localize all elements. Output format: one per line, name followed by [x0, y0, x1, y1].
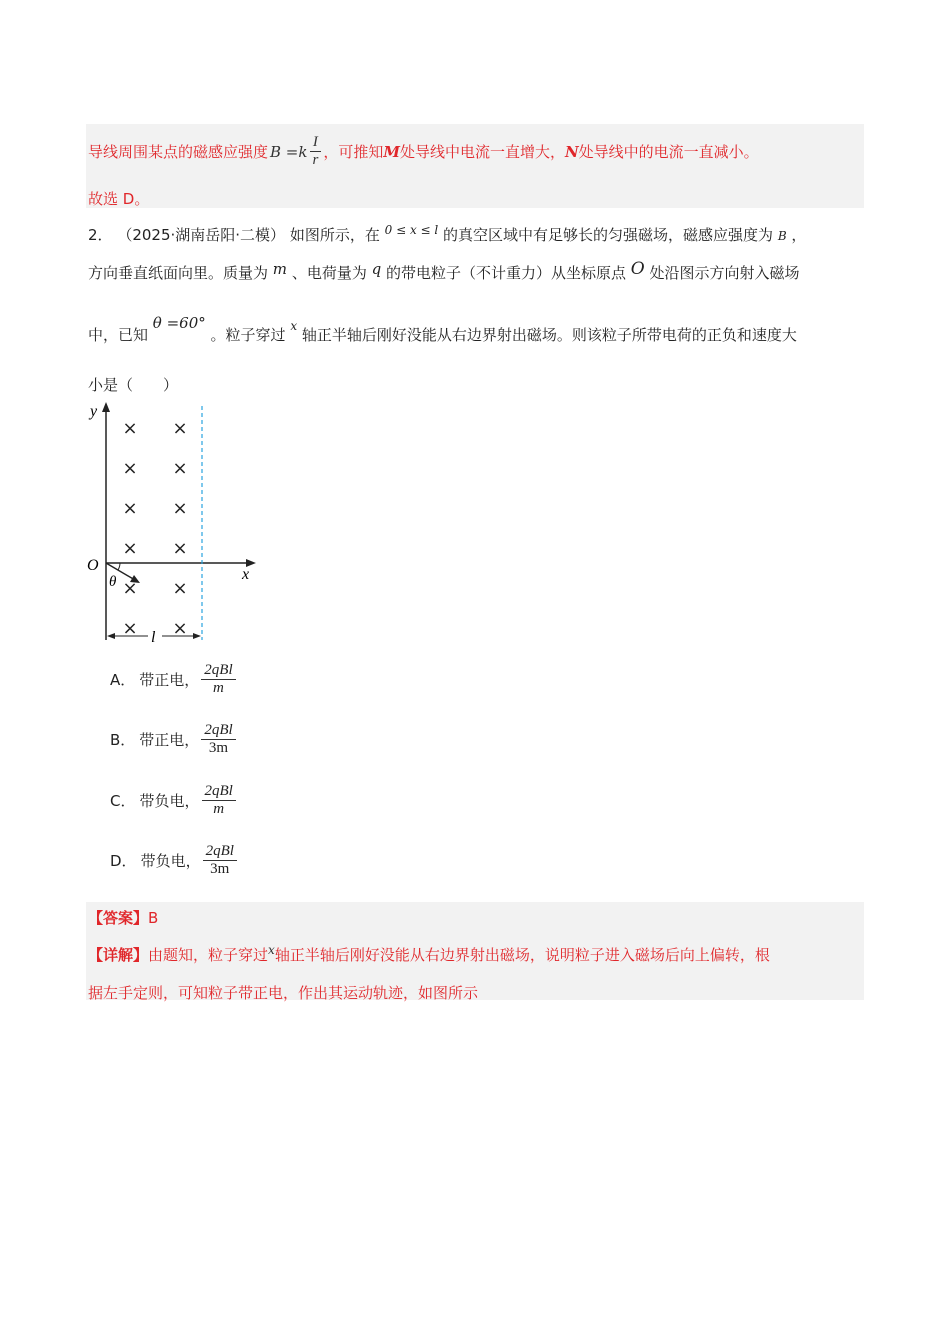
magnetic-field-figure: [80, 398, 270, 648]
question-source: （2025·湖南岳阳·二模）: [117, 226, 286, 244]
field-cross: ×: [172, 578, 188, 599]
width-marker-arrow-right: [193, 633, 201, 639]
width-marker-arrow-left: [107, 633, 115, 639]
y-axis-arrow: [102, 402, 110, 412]
field-cross: ×: [122, 418, 138, 439]
question-line-1: 2． （2025·湖南岳阳·二模） 如图所示，在 $^{0 \le x \le l}$ 的真空区域中有足够长的匀强磁场，磁感应强度为 B ，: [88, 223, 807, 244]
detail-line-2: 据左手定则，可知粒子带正电，作出其运动轨迹，如图所示: [88, 984, 479, 1002]
width-label: l: [151, 629, 156, 646]
field-cross: ×: [122, 498, 138, 519]
x-axis-label: x: [242, 566, 250, 583]
field-crosses: [122, 418, 187, 639]
y-axis-label: y: [90, 403, 98, 420]
field-cross: ×: [122, 578, 138, 599]
origin-label: O: [87, 557, 99, 574]
field-cross: ×: [172, 498, 188, 519]
field-cross: ×: [122, 458, 138, 479]
field-cross: ×: [122, 538, 138, 559]
field-cross: ×: [172, 618, 188, 639]
option-a[interactable]: A． 带正电， $\frac{\text{2qBl}}{m}$: [110, 662, 238, 698]
answer-tag: 【答案】: [88, 909, 149, 927]
question-number: 2．: [88, 226, 113, 244]
option-b[interactable]: B． 带正电， $\frac{\text{2qBl}}{3m}$: [110, 722, 238, 758]
option-c-fraction: $\frac{\text{2qBl}}{m}$: [202, 783, 236, 819]
field-cross: ×: [122, 618, 138, 639]
detail-tag: 【详解】: [88, 946, 149, 964]
previous-solution-line-1: 导线周围某点的磁感应强度 B =k $\frac{I}{r}$ ，可推知 M 处导线中电流一直增大， N 处导线中的电流一直减小。: [88, 134, 759, 169]
formula-fraction: $\frac{I}{r}$: [309, 134, 321, 170]
option-a-fraction: $\frac{\text{2qBl}}{m}$: [201, 662, 235, 698]
question-line-4: 小是（ ）: [88, 376, 179, 394]
question-line-2: 方向垂直纸面向里。质量为 m 、电荷量为 q 的带电粒子（不计重力）从坐标原点 O 处沿图示方向射入磁场: [88, 259, 800, 282]
answer-line: [88, 907, 158, 928]
field-cross: ×: [172, 538, 188, 559]
detail-line-1: 【详解】由题知，粒子穿过$^x$轴正半轴后刚好没能从右边界射出磁场，说明粒子进入磁场后向上偏转，根: [88, 943, 770, 964]
option-b-fraction: $\frac{\text{2qBl}}{3m}$: [201, 722, 235, 758]
option-d-fraction: $\frac{\text{2qBl}}{3m}$: [203, 843, 237, 879]
theta-arc: [118, 563, 120, 570]
option-c[interactable]: C． 带负电， $\frac{\text{2qBl}}{m}$: [110, 783, 238, 819]
question-line-3: 中，已知 θ =60° 。粒子穿过 $^x$ 轴正半轴后刚好没能从右边界射出磁场。则该粒子所带电荷的正负和速度大: [88, 314, 797, 344]
field-cross: ×: [172, 458, 188, 479]
field-cross: ×: [172, 418, 188, 439]
option-d[interactable]: D． 带负电， $\frac{\text{2qBl}}{3m}$: [110, 843, 239, 879]
theta-label: θ: [109, 574, 117, 590]
previous-solution-line-2: 故选 D。: [88, 190, 150, 208]
answer-value: B: [148, 909, 159, 927]
